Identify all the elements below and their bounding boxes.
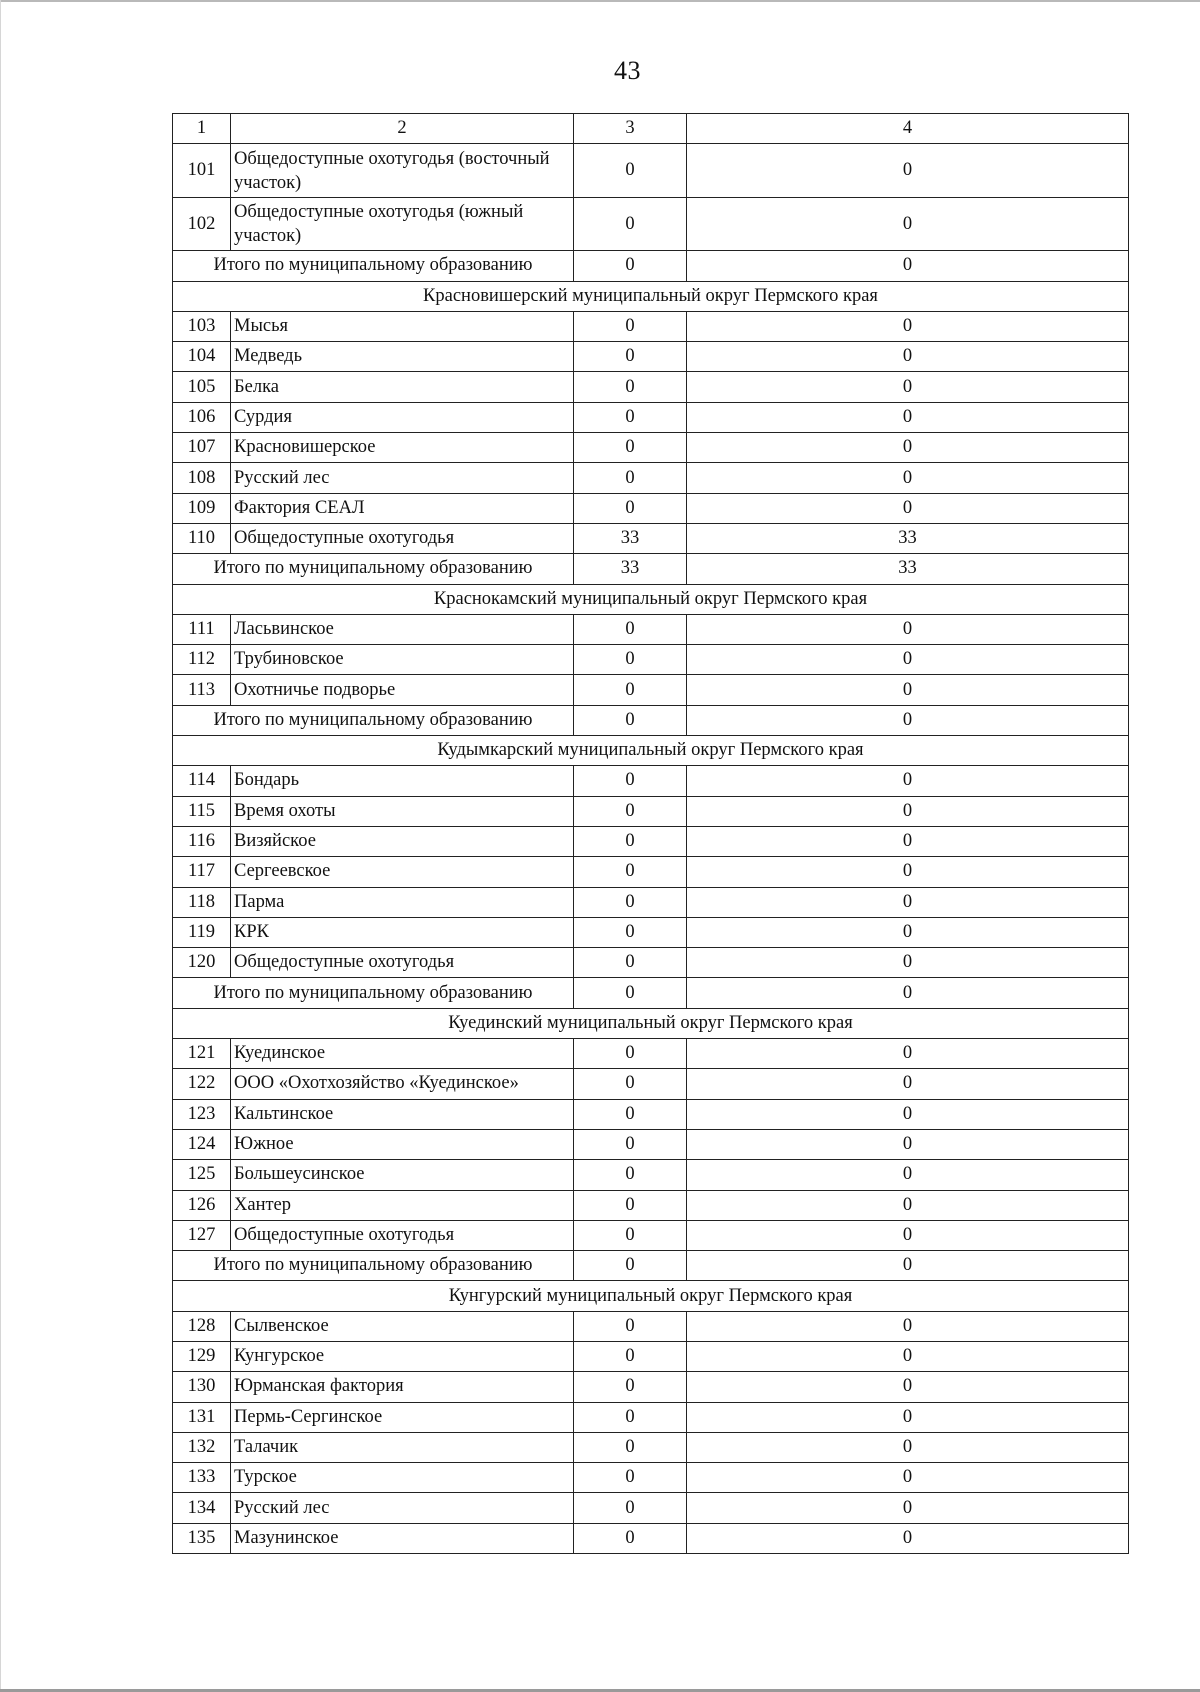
table-row [173, 1039, 1129, 1069]
table-row [173, 402, 1129, 432]
hunting-ground-name: Кальтинское [231, 1099, 574, 1129]
value-col-4: 0 [687, 887, 1129, 917]
hunting-ground-name: Южное [231, 1129, 574, 1159]
value-col-4: 0 [687, 433, 1129, 463]
section-header-row [173, 1008, 1129, 1038]
value-col-4: 0 [687, 917, 1129, 947]
value-col-4: 0 [687, 1463, 1129, 1493]
row-number: 129 [173, 1341, 231, 1371]
row-number: 117 [173, 857, 231, 887]
total-value-col-4: 0 [687, 1251, 1129, 1281]
row-number: 106 [173, 402, 231, 432]
value-col-3: 0 [574, 1402, 687, 1432]
total-row [173, 1251, 1129, 1281]
row-number: 111 [173, 614, 231, 644]
table-row [173, 1402, 1129, 1432]
value-col-4: 0 [687, 311, 1129, 341]
table-row [173, 948, 1129, 978]
table-row [173, 796, 1129, 826]
hunting-ground-name: Сурдия [231, 402, 574, 432]
table-row [173, 1311, 1129, 1341]
value-col-3: 0 [574, 675, 687, 705]
value-col-4: 0 [687, 1402, 1129, 1432]
table-row [173, 675, 1129, 705]
value-col-3: 33 [574, 523, 687, 553]
total-label: Итого по муниципальному образованию [173, 251, 574, 281]
hunting-ground-name: Бондарь [231, 766, 574, 796]
row-number: 110 [173, 523, 231, 553]
hunting-ground-name: Ласьвинское [231, 614, 574, 644]
table-row [173, 1190, 1129, 1220]
table-body [173, 114, 1129, 1554]
municipal-district-title: Красновишерский муниципальный округ Пермского края [173, 281, 1129, 311]
municipal-district-title: Кунгурский муниципальный округ Пермского края [173, 1281, 1129, 1311]
table-row [173, 342, 1129, 372]
row-number: 127 [173, 1220, 231, 1250]
column-number-4: 4 [687, 114, 1129, 144]
hunting-ground-name: Медведь [231, 342, 574, 372]
row-number: 104 [173, 342, 231, 372]
table-row [173, 1523, 1129, 1553]
table-row [173, 1160, 1129, 1190]
scan-edge-left [0, 0, 1, 1692]
municipal-district-title: Куединский муниципальный округ Пермского края [173, 1008, 1129, 1038]
hunting-ground-name: Белка [231, 372, 574, 402]
total-value-col-3: 0 [574, 978, 687, 1008]
value-col-3: 0 [574, 372, 687, 402]
value-col-4: 0 [687, 675, 1129, 705]
row-number: 135 [173, 1523, 231, 1553]
row-number: 112 [173, 645, 231, 675]
hunting-ground-name: ООО «Охотхозяйство «Куединское» [231, 1069, 574, 1099]
table-row [173, 493, 1129, 523]
table-row [173, 917, 1129, 947]
hunting-ground-name: Большеусинское [231, 1160, 574, 1190]
hunting-ground-name: Визяйское [231, 826, 574, 856]
value-col-4: 0 [687, 1372, 1129, 1402]
table-row [173, 857, 1129, 887]
row-number: 113 [173, 675, 231, 705]
value-col-3: 0 [574, 1190, 687, 1220]
table-row [173, 887, 1129, 917]
hunting-ground-name: Трубиновское [231, 645, 574, 675]
row-number: 109 [173, 493, 231, 523]
table-row [173, 1099, 1129, 1129]
table-row [173, 614, 1129, 644]
municipal-district-title: Кудымкарский муниципальный округ Пермского края [173, 736, 1129, 766]
value-col-4: 0 [687, 372, 1129, 402]
hunting-ground-name: Русский лес [231, 1493, 574, 1523]
value-col-4: 0 [687, 342, 1129, 372]
value-col-4: 0 [687, 1523, 1129, 1553]
value-col-4: 0 [687, 948, 1129, 978]
hunting-ground-name: Кунгурское [231, 1341, 574, 1371]
row-number: 128 [173, 1311, 231, 1341]
row-number: 122 [173, 1069, 231, 1099]
column-number-1: 1 [173, 114, 231, 144]
value-col-4: 0 [687, 493, 1129, 523]
table-row [173, 311, 1129, 341]
value-col-3: 0 [574, 493, 687, 523]
table-row [173, 1129, 1129, 1159]
value-col-4: 33 [687, 523, 1129, 553]
hunting-ground-name: Общедоступные охотугодья [231, 1220, 574, 1250]
municipal-district-title: Краснокамский муниципальный округ Пермского края [173, 584, 1129, 614]
value-col-3: 0 [574, 1311, 687, 1341]
value-col-4: 0 [687, 1220, 1129, 1250]
value-col-3: 0 [574, 197, 687, 251]
value-col-3: 0 [574, 857, 687, 887]
value-col-3: 0 [574, 402, 687, 432]
scan-edge-top [0, 0, 1200, 2]
section-header-row [173, 736, 1129, 766]
total-label: Итого по муниципальному образованию [173, 978, 574, 1008]
value-col-3: 0 [574, 1463, 687, 1493]
row-number: 103 [173, 311, 231, 341]
row-number: 126 [173, 1190, 231, 1220]
table-row [173, 463, 1129, 493]
row-number: 115 [173, 796, 231, 826]
value-col-3: 0 [574, 1432, 687, 1462]
data-table [172, 113, 1129, 1554]
value-col-4: 0 [687, 1341, 1129, 1371]
hunting-ground-name: Время охоты [231, 796, 574, 826]
row-number: 131 [173, 1402, 231, 1432]
hunting-ground-name: КРК [231, 917, 574, 947]
hunting-ground-name: Охотничье подворье [231, 675, 574, 705]
total-row [173, 705, 1129, 735]
section-header-row [173, 1281, 1129, 1311]
total-label: Итого по муниципальному образованию [173, 1251, 574, 1281]
column-number-3: 3 [574, 114, 687, 144]
value-col-3: 0 [574, 645, 687, 675]
value-col-3: 0 [574, 1129, 687, 1159]
value-col-3: 0 [574, 1341, 687, 1371]
total-row [173, 978, 1129, 1008]
total-row [173, 554, 1129, 584]
hunting-ground-name: Красновишерское [231, 433, 574, 463]
table-row [173, 433, 1129, 463]
row-number: 125 [173, 1160, 231, 1190]
hunting-ground-name: Талачик [231, 1432, 574, 1462]
table-row [173, 1372, 1129, 1402]
value-col-3: 0 [574, 766, 687, 796]
value-col-4: 0 [687, 197, 1129, 251]
value-col-3: 0 [574, 1069, 687, 1099]
section-header-row [173, 281, 1129, 311]
total-value-col-4: 0 [687, 978, 1129, 1008]
value-col-3: 0 [574, 887, 687, 917]
total-value-col-3: 33 [574, 554, 687, 584]
value-col-4: 0 [687, 463, 1129, 493]
total-label: Итого по муниципальному образованию [173, 554, 574, 584]
value-col-4: 0 [687, 1160, 1129, 1190]
hunting-ground-name: Общедоступные охотугодья (южный участок) [231, 197, 574, 251]
table-row [173, 1463, 1129, 1493]
value-col-3: 0 [574, 796, 687, 826]
value-col-3: 0 [574, 1493, 687, 1523]
value-col-4: 0 [687, 1069, 1129, 1099]
row-number: 102 [173, 197, 231, 251]
value-col-3: 0 [574, 1099, 687, 1129]
row-number: 121 [173, 1039, 231, 1069]
hunting-ground-name: Хантер [231, 1190, 574, 1220]
hunting-ground-name: Общедоступные охотугодья [231, 523, 574, 553]
value-col-3: 0 [574, 614, 687, 644]
total-label: Итого по муниципальному образованию [173, 705, 574, 735]
value-col-4: 0 [687, 1039, 1129, 1069]
value-col-4: 0 [687, 826, 1129, 856]
row-number: 132 [173, 1432, 231, 1462]
value-col-3: 0 [574, 342, 687, 372]
hunting-ground-name: Куединское [231, 1039, 574, 1069]
hunting-ground-name: Пермь-Сергинское [231, 1402, 574, 1432]
column-number-row [173, 114, 1129, 144]
value-col-3: 0 [574, 1372, 687, 1402]
table-row [173, 1493, 1129, 1523]
table-row [173, 372, 1129, 402]
row-number: 116 [173, 826, 231, 856]
total-value-col-4: 33 [687, 554, 1129, 584]
page-number: 43 [614, 56, 641, 85]
hunting-ground-name: Общедоступные охотугодья (восточный участок) [231, 144, 574, 198]
value-col-4: 0 [687, 857, 1129, 887]
total-value-col-3: 0 [574, 251, 687, 281]
column-number-2: 2 [231, 114, 574, 144]
hunting-ground-name: Сылвенское [231, 1311, 574, 1341]
total-value-col-3: 0 [574, 705, 687, 735]
row-number: 119 [173, 917, 231, 947]
table-row [173, 144, 1129, 198]
value-col-3: 0 [574, 311, 687, 341]
value-col-4: 0 [687, 614, 1129, 644]
section-header-row [173, 584, 1129, 614]
row-number: 107 [173, 433, 231, 463]
value-col-3: 0 [574, 948, 687, 978]
value-col-3: 0 [574, 433, 687, 463]
value-col-4: 0 [687, 1493, 1129, 1523]
table-row [173, 1069, 1129, 1099]
total-value-col-3: 0 [574, 1251, 687, 1281]
table-row [173, 645, 1129, 675]
value-col-4: 0 [687, 402, 1129, 432]
hunting-ground-name: Мысья [231, 311, 574, 341]
table-row [173, 1341, 1129, 1371]
hunting-ground-name: Общедоступные охотугодья [231, 948, 574, 978]
value-col-3: 0 [574, 463, 687, 493]
row-number: 105 [173, 372, 231, 402]
value-col-3: 0 [574, 1523, 687, 1553]
row-number: 134 [173, 1493, 231, 1523]
value-col-4: 0 [687, 1311, 1129, 1341]
hunting-ground-name: Мазунинское [231, 1523, 574, 1553]
row-number: 101 [173, 144, 231, 198]
table-row [173, 1220, 1129, 1250]
hunting-ground-name: Юрманская фактория [231, 1372, 574, 1402]
value-col-3: 0 [574, 1220, 687, 1250]
value-col-4: 0 [687, 144, 1129, 198]
hunting-ground-name: Турское [231, 1463, 574, 1493]
hunting-ground-name: Парма [231, 887, 574, 917]
table-row [173, 1432, 1129, 1462]
value-col-4: 0 [687, 796, 1129, 826]
value-col-3: 0 [574, 1039, 687, 1069]
value-col-3: 0 [574, 144, 687, 198]
value-col-3: 0 [574, 917, 687, 947]
row-number: 108 [173, 463, 231, 493]
value-col-3: 0 [574, 1160, 687, 1190]
value-col-4: 0 [687, 645, 1129, 675]
total-value-col-4: 0 [687, 705, 1129, 735]
value-col-4: 0 [687, 1190, 1129, 1220]
row-number: 123 [173, 1099, 231, 1129]
value-col-4: 0 [687, 1432, 1129, 1462]
row-number: 130 [173, 1372, 231, 1402]
row-number: 124 [173, 1129, 231, 1159]
hunting-ground-name: Русский лес [231, 463, 574, 493]
value-col-4: 0 [687, 1099, 1129, 1129]
total-value-col-4: 0 [687, 251, 1129, 281]
table-row [173, 523, 1129, 553]
hunting-ground-name: Сергеевское [231, 857, 574, 887]
table-row [173, 197, 1129, 251]
value-col-3: 0 [574, 826, 687, 856]
total-row [173, 251, 1129, 281]
row-number: 133 [173, 1463, 231, 1493]
row-number: 114 [173, 766, 231, 796]
table-row [173, 766, 1129, 796]
hunting-ground-name: Фактория СЕАЛ [231, 493, 574, 523]
row-number: 120 [173, 948, 231, 978]
row-number: 118 [173, 887, 231, 917]
value-col-4: 0 [687, 766, 1129, 796]
value-col-4: 0 [687, 1129, 1129, 1159]
table-row [173, 826, 1129, 856]
